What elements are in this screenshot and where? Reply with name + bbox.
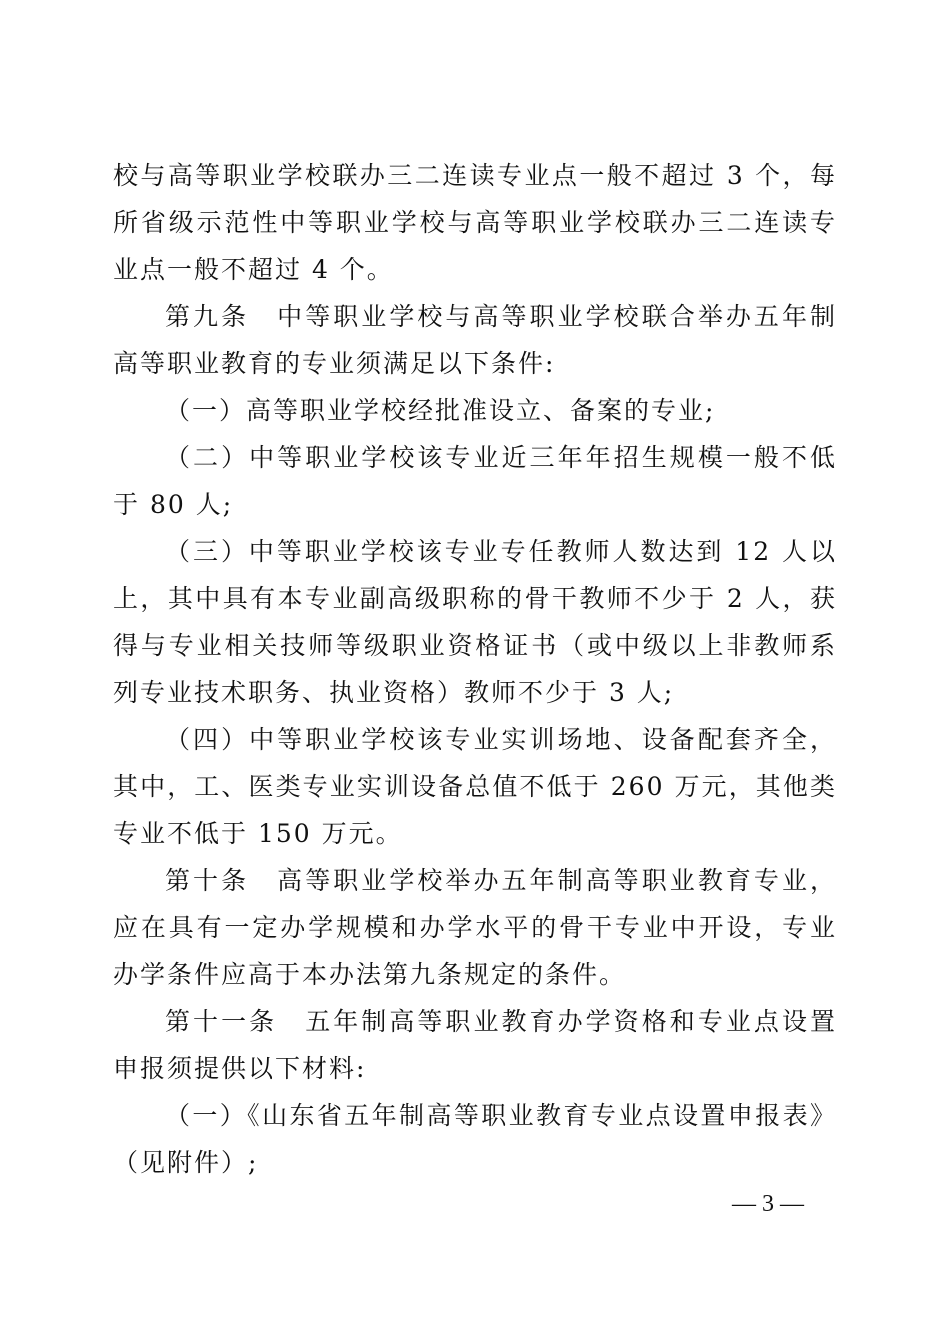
article-10-paragraph: 第十条 高等职业学校举办五年制高等职业教育专业，应在具有一定办学规模和办学水平的骨干专业中开设，专业办学条件应高于本办法第九条规定的条件。 [113, 866, 837, 989]
paragraph-continuation: 校与高等职业学校联办三二连读专业点一般不超过 3 个，每所省级示范性中等职业学校与高等职业学校联办三二连读专业点一般不超过 4 个。 [113, 161, 837, 284]
article-9-heading-paragraph: 第九条 中等职业学校与高等职业学校联合举办五年制高等职业教育的专业须满足以下条件: [113, 302, 837, 378]
document-body [113, 152, 837, 1186]
page-number: — 3 — [732, 1191, 804, 1217]
article-9-item-1: （一）高等职业学校经批准设立、备案的专业; [165, 396, 716, 425]
article-9-item-4: （四）中等职业学校该专业实训场地、设备配套齐全，其中，工、医类专业实训设备总值不低于 260 万元，其他类专业不低于 150 万元。 [113, 725, 837, 848]
article-11-heading-paragraph: 第十一条 五年制高等职业教育办学资格和专业点设置申报须提供以下材料: [113, 1007, 837, 1083]
article-9-item-2: （二）中等职业学校该专业近三年年招生规模一般不低于 80 人; [113, 443, 837, 519]
article-9-item-3: （三）中等职业学校该专业专任教师人数达到 12 人以上，其中具有本专业副高级职称的骨干教师不少于 2 人，获得与专业相关技师等级职业资格证书（或中级以上非教师系列专业技术职务、执业资格）教师不少于 3 人; [113, 537, 837, 707]
article-11-item-1: （一）《山东省五年制高等职业教育专业点设置申报表》（见附件）; [113, 1101, 837, 1177]
